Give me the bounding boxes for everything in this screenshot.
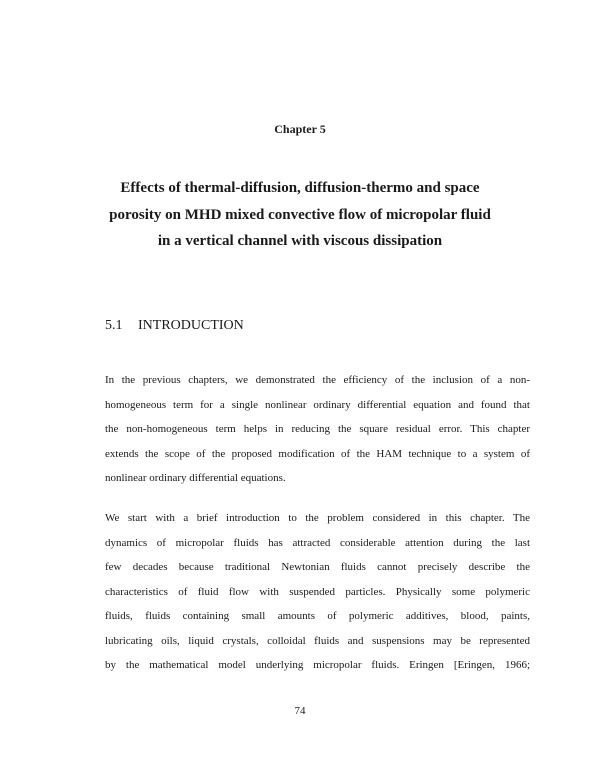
paragraph-line: extends the scope of the proposed modification of the HAM technique to a system of — [105, 447, 530, 460]
paragraph-line: characteristics of fluid flow with suspended particles. Physically some polymeric — [105, 585, 530, 598]
paragraph-line: dynamics of micropolar fluids has attracted considerable attention during the last — [105, 536, 530, 549]
chapter-title — [0, 179, 600, 259]
chapter-title-line: in a vertical channel with viscous dissipation — [157, 233, 443, 249]
paragraph-line: the non-homogeneous term helps in reducing the square residual error. This chapter — [105, 423, 530, 435]
section-title: INTRODUCTION — [138, 318, 244, 333]
section-heading — [105, 318, 244, 334]
paragraph-line: lubricating oils, liquid crystals, colloidal fluids and suspensions may be represented — [105, 634, 530, 647]
paragraph-line: In the previous chapters, we demonstrated the efficiency of the inclusion of a non- — [105, 374, 530, 386]
paragraph-line: few decades because traditional Newtonian fluids cannot precisely describe the — [105, 561, 530, 573]
chapter-title-line: porosity on MHD mixed convective flow of micropolar fluid — [109, 206, 491, 223]
paragraph-line: homogeneous term for a single nonlinear ordinary differential equation and found that — [105, 398, 530, 411]
paragraph-intro — [105, 373, 530, 496]
paragraph-background — [105, 511, 530, 683]
chapter-label: Chapter 5 — [274, 122, 326, 136]
paragraph-line: We start with a brief introduction to the problem considered in this chapter. The — [105, 512, 530, 524]
page-number: 74 — [294, 705, 306, 717]
section-number: 5.1 — [105, 318, 123, 333]
chapter-title-line: Effects of thermal-diffusion, diffusion-thermo and space — [120, 180, 480, 196]
paragraph-line: by the mathematical model underlying micropolar fluids. Eringen [Eringen, 1966; — [105, 659, 530, 671]
paragraph-line: nonlinear ordinary differential equations. — [105, 472, 286, 484]
paragraph-line: fluids, fluids containing small amounts of polymeric additives, blood, paints, — [105, 610, 530, 622]
